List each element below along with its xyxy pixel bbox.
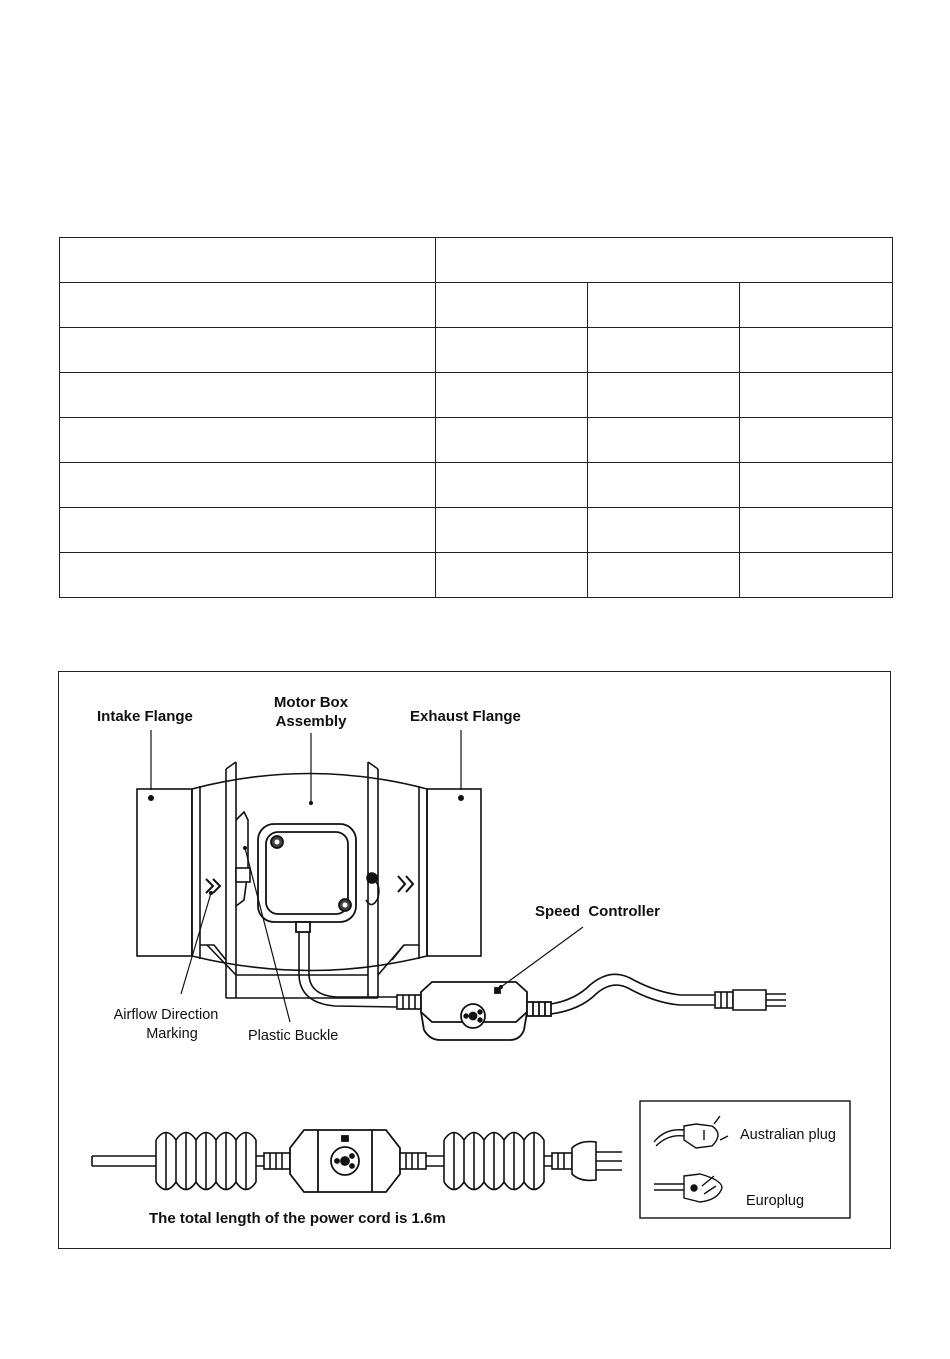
- power-cord: [551, 974, 786, 1014]
- motor-box-label-line2: Assembly: [275, 713, 347, 730]
- airflow-direction-label-line2: Marking: [146, 1026, 198, 1042]
- airflow-direction-label-line1: Airflow Direction: [113, 1007, 219, 1023]
- australian-plug-label: Australian plug: [740, 1127, 836, 1143]
- motor-box-label-line1: Motor Box: [273, 694, 349, 711]
- coiled-cord-right: [400, 1133, 622, 1191]
- plastic-buckle-label: Plastic Buckle: [248, 1028, 339, 1044]
- speed-controller: [421, 982, 551, 1040]
- plug-legend-box: [640, 1101, 850, 1218]
- cord-length-note: The total length of the power cord is 1.6m: [149, 1210, 446, 1227]
- motor-box: [258, 824, 356, 932]
- speed-controller-label: Speed Controller: [535, 903, 661, 920]
- exhaust-flange-label: Exhaust Flange: [410, 708, 521, 725]
- exhaust-flange-ring: [427, 789, 481, 956]
- intake-flange-label: Intake Flange: [97, 708, 193, 725]
- europlug-label: Europlug: [746, 1193, 805, 1209]
- coiled-power-cord: [92, 1133, 290, 1191]
- intake-flange-ring: [137, 789, 192, 956]
- speed-controller-lower: [290, 1130, 400, 1192]
